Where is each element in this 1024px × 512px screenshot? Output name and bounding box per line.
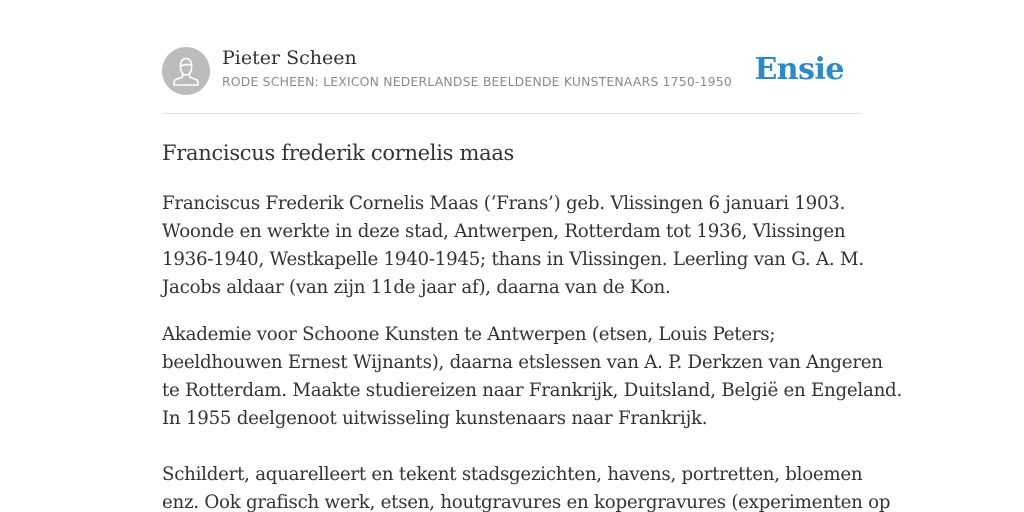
- article-title: Franciscus frederik cornelis maas: [162, 141, 515, 165]
- article-paragraph-3: [162, 461, 891, 512]
- ensie-logo[interactable]: Ensie: [754, 52, 844, 87]
- paragraph-line: beeldhouwen Ernest Wijnants), daarna etslessen van A. P. Derkzen van Angeren: [162, 352, 883, 373]
- paragraph-line: Schildert, aquarelleert en tekent stadsgezichten, havens, portretten, bloemen: [162, 464, 863, 485]
- article-header: [162, 46, 862, 96]
- article-paragraph-2: [162, 321, 902, 433]
- paragraph-line: Jacobs aldaar (van zijn 11de jaar af), daarna van de Kon.: [162, 277, 671, 298]
- article-paragraph-1: [162, 190, 882, 302]
- author-avatar[interactable]: [162, 47, 210, 95]
- paragraph-line: 1936-1940, Westkapelle 1940-1945; thans in Vlissingen. Leerling van G. A. M.: [162, 249, 864, 270]
- header-divider: [162, 113, 862, 114]
- paragraph-line: enz. Ook grafisch werk, etsen, houtgravures en kopergravures (experimenten op: [162, 492, 891, 512]
- paragraph-line: Akademie voor Schoone Kunsten te Antwerpen (etsen, Louis Peters;: [162, 324, 776, 345]
- author-name-link[interactable]: Pieter Scheen: [222, 47, 357, 69]
- paragraph-line: Woonde en werkte in deze stad, Antwerpen, Rotterdam tot 1936, Vlissingen: [162, 221, 846, 242]
- paragraph-line: Franciscus Frederik Cornelis Maas (‘Frans’) geb. Vlissingen 6 januari 1903.: [162, 193, 846, 214]
- author-source: RODE SCHEEN: LEXICON NEDERLANDSE BEELDENDE KUNSTENAARS 1750-1950: [222, 74, 732, 89]
- user-silhouette-icon: [162, 47, 210, 95]
- paragraph-line: te Rotterdam. Maakte studiereizen naar Frankrijk, Duitsland, België en Engeland.: [162, 380, 902, 401]
- paragraph-line: In 1955 deelgenoot uitwisseling kunstenaars naar Frankrijk.: [162, 408, 708, 429]
